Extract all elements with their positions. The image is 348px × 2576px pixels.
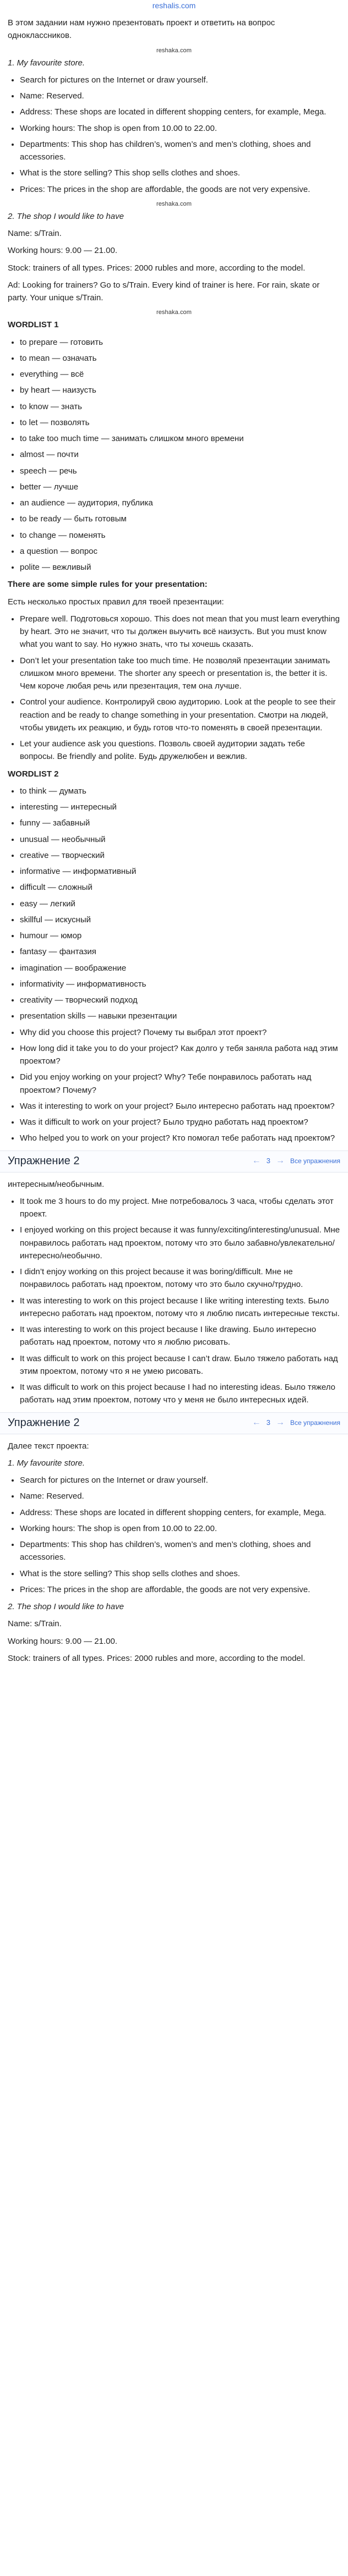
- list-item: • Was it difficult to work on your project? Было трудно работать над проектом?: [20, 1116, 340, 1129]
- list-item: • almost — почти: [20, 448, 340, 461]
- watermark: reshaka.com: [156, 47, 192, 54]
- list-item: • a question — вопрос: [20, 545, 340, 558]
- list-item: • by heart — наизусть: [20, 384, 340, 397]
- list-item: • everything — всё: [20, 368, 340, 381]
- list-item: • humour — юмор: [20, 929, 340, 942]
- list-item: • It was difficult to work on this project because I can’t draw. Было тяжело работать над этим проектом, потому что я не умею рисовать.: [20, 1352, 340, 1378]
- intro-text: В этом задании нам нужно презентовать проект и ответить на вопрос одноклассников.: [8, 18, 275, 41]
- list-item: • It was difficult to work on this project because I had no interesting ideas. Было тяжело работать над этим проектом, потому что у меня не было интересных идей.: [20, 1381, 340, 1407]
- site-header[interactable]: reshalis.com: [152, 1, 196, 10]
- content: [0, 12, 348, 1665]
- watermark: reshaka.com: [156, 200, 192, 207]
- list-item: • imagination — воображение: [20, 962, 340, 975]
- wordlist1-title: WORDLIST 1: [8, 320, 59, 330]
- part2-title: 2. The shop I would like to have: [8, 211, 124, 221]
- part2-hours: Working hours: 9.00 — 21.00.: [8, 246, 117, 256]
- list-item: • to think — думать: [20, 785, 340, 797]
- list-item: • Search for pictures on the Internet or draw yourself.: [20, 1474, 340, 1487]
- list-item: • better — лучше: [20, 481, 340, 493]
- watermark: reshaka.com: [156, 309, 192, 316]
- exercise-title: Упражнение 2: [8, 1155, 80, 1167]
- list-item: • creative — творческий: [20, 849, 340, 862]
- arrow-right-icon[interactable]: →: [275, 1418, 285, 1428]
- list-item: • Control your audience. Контролируй свою аудиторию. Look at the people to see their reaction and be ready to change something in your presentation. Смотри на людей, чтобы увидеть их реакцию, и будь готов что-то поменять в своей презентации.: [20, 696, 340, 734]
- list-item: • It was interesting to work on this project because I like writing interesting texts. Было интересно работать над проектом, потому что я люблю писать интересные тексты.: [20, 1295, 340, 1320]
- part1-title: 1. My favourite store.: [8, 58, 85, 68]
- list-item: • informative — информативный: [20, 865, 340, 878]
- all-exercises-link[interactable]: Все упражнения: [290, 1419, 340, 1427]
- list-item: • skillful — искусный: [20, 913, 340, 926]
- wordlist2-list: [8, 785, 340, 1145]
- pager: [252, 1416, 340, 1430]
- list-item: • Working hours: The shop is open from 10.00 to 22.00.: [20, 1522, 340, 1535]
- part1-title: 1. My favourite store.: [8, 1458, 85, 1468]
- all-exercises-link[interactable]: Все упражнения: [290, 1157, 340, 1165]
- list-item: • easy — легкий: [20, 898, 340, 910]
- list-item: • informativity — информативность: [20, 978, 340, 990]
- list-item: • Address: These shops are located in different shopping centers, for example, Mega.: [20, 106, 340, 118]
- list-item: • creativity — творческий подход: [20, 994, 340, 1006]
- list-item: • It took me 3 hours to do my project. Мне потребовалось 3 часа, чтобы сделать этот проект.: [20, 1195, 340, 1221]
- list-item: • to know — знать: [20, 400, 340, 413]
- part2-name: Name: s/Train.: [8, 1619, 62, 1629]
- list-item: • Working hours: The shop is open from 10.00 to 22.00.: [20, 122, 340, 135]
- pager: [252, 1154, 340, 1168]
- list-item: • Was it interesting to work on your project? Было интересно работать над проектом?: [20, 1100, 340, 1113]
- list-item: • Departments: This shop has children’s, women’s and men’s clothing, shoes and accessories.: [20, 1538, 340, 1564]
- list-item: • fantasy — фантазия: [20, 945, 340, 958]
- rules-title: There are some simple rules for your presentation:: [8, 580, 208, 590]
- exercise-nav-bar: [0, 1412, 348, 1434]
- arrow-left-icon[interactable]: ←: [252, 1156, 261, 1166]
- list-item: • What is the store selling? This shop sells clothes and shoes.: [20, 167, 340, 179]
- part2-title: 2. The shop I would like to have: [8, 1602, 124, 1611]
- list-item: • interesting — интересный: [20, 801, 340, 813]
- exercise-title: Упражнение 2: [8, 1417, 80, 1429]
- list-item: • speech — речь: [20, 465, 340, 477]
- exercise2a-lead: интересным/необычным.: [8, 1179, 105, 1189]
- list-item: • I enjoyed working on this project because it was funny/exciting/interesting/unusual. Мне понравилось работать над проектом, потому что это было забавно/увлекательно/интересно/необычно.: [20, 1224, 340, 1262]
- list-item: • What is the store selling? This shop sells clothes and shoes.: [20, 1567, 340, 1580]
- list-item: • polite — вежливый: [20, 561, 340, 574]
- list-item: • Address: These shops are located in different shopping centers, for example, Mega.: [20, 1506, 340, 1519]
- arrow-right-icon[interactable]: →: [275, 1156, 285, 1166]
- list-item: • Why did you choose this project? Почему ты выбрал этот проект?: [20, 1026, 340, 1039]
- list-item: • Prices: The prices in the shop are affordable, the goods are not very expensive.: [20, 183, 340, 196]
- list-item: • Did you enjoy working on your project? Why? Тебе понравилось работать над проектом? Почему?: [20, 1071, 340, 1097]
- exercise2b-lead: Далее текст проекта:: [8, 1441, 89, 1451]
- rules-list: [8, 613, 340, 763]
- list-item: • Prepare well. Подготовься хорошо. This does not mean that you must learn everything by heart. Это не значит, что ты должен выучить всё наизусть. But you must know what you want to say. Но нужно знать, что ты хочешь сказать.: [20, 613, 340, 651]
- list-item: • funny — забавный: [20, 817, 340, 829]
- list-item: • to prepare — готовить: [20, 336, 340, 349]
- list-item: • Let your audience ask you questions. Позволь своей аудитории задать тебе вопросы. Be friendly and polite. Будь дружелюбен и вежлив.: [20, 737, 340, 763]
- part2-name: Name: s/Train.: [8, 229, 62, 238]
- arrow-left-icon[interactable]: ←: [252, 1418, 261, 1428]
- part2-ad: Ad: Looking for trainers? Go to s/Train. Every kind of trainer is here. For rain, skate or party. Your unique s/Train.: [8, 280, 320, 302]
- list-item: • to be ready — быть готовым: [20, 513, 340, 525]
- list-item: • to change — поменять: [20, 529, 340, 542]
- list-item: • Prices: The prices in the shop are affordable, the goods are not very expensive.: [20, 1583, 340, 1596]
- page-number[interactable]: 3: [266, 1157, 270, 1165]
- list-item: • Departments: This shop has children’s, women’s and men’s clothing, shoes and accessories.: [20, 138, 340, 164]
- exercise-nav-bar: [0, 1151, 348, 1173]
- list-item: • Don’t let your presentation take too much time. Не позволяй презентации занимать слишком много времени. The shorter any speech or presentation is, the better it is. Чем короче любая речь или презентация, тем она лучше.: [20, 654, 340, 693]
- list-item: • Name: Reserved.: [20, 90, 340, 102]
- list-item: • to mean — означать: [20, 352, 340, 365]
- part1-list: [8, 74, 340, 196]
- list-item: • to take too much time — занимать слишком много времени: [20, 432, 340, 445]
- list-item: • How long did it take you to do your project? Как долго у тебя заняла работа над этим проектом?: [20, 1042, 340, 1068]
- list-item: • unusual — необычный: [20, 833, 340, 846]
- list-item: • presentation skills — навыки презентации: [20, 1010, 340, 1022]
- list-item: • Search for pictures on the Internet or draw yourself.: [20, 74, 340, 86]
- part2-stock: Stock: trainers of all types. Prices: 2000 rubles and more, according to the model.: [8, 1653, 306, 1663]
- wordlist1-list: [8, 336, 340, 574]
- list-item: • It was interesting to work on this project because I like drawing. Было интересно работать над проектом, потому что я люблю рисовать.: [20, 1323, 340, 1349]
- rules-subtitle: Есть несколько простых правил для твоей презентации:: [8, 597, 224, 607]
- part1-list-repeat: [8, 1474, 340, 1596]
- list-item: • Name: Reserved.: [20, 1490, 340, 1502]
- part2-stock: Stock: trainers of all types. Prices: 2000 rubles and more, according to the model.: [8, 263, 306, 273]
- list-item: • Who helped you to work on your project? Кто помогал тебе работать над проектом?: [20, 1132, 340, 1144]
- wordlist2-title: WORDLIST 2: [8, 769, 59, 779]
- part2-hours: Working hours: 9.00 — 21.00.: [8, 1636, 117, 1646]
- exercise2a-list: [8, 1195, 340, 1407]
- list-item: • difficult — сложный: [20, 881, 340, 894]
- list-item: • to let — позволять: [20, 416, 340, 429]
- page-number[interactable]: 3: [266, 1418, 270, 1427]
- list-item: • I didn’t enjoy working on this project because it was boring/difficult. Мне не понравилось работать над проектом, потому что это было скучно/трудно.: [20, 1265, 340, 1291]
- list-item: • an audience — аудитория, публика: [20, 497, 340, 509]
